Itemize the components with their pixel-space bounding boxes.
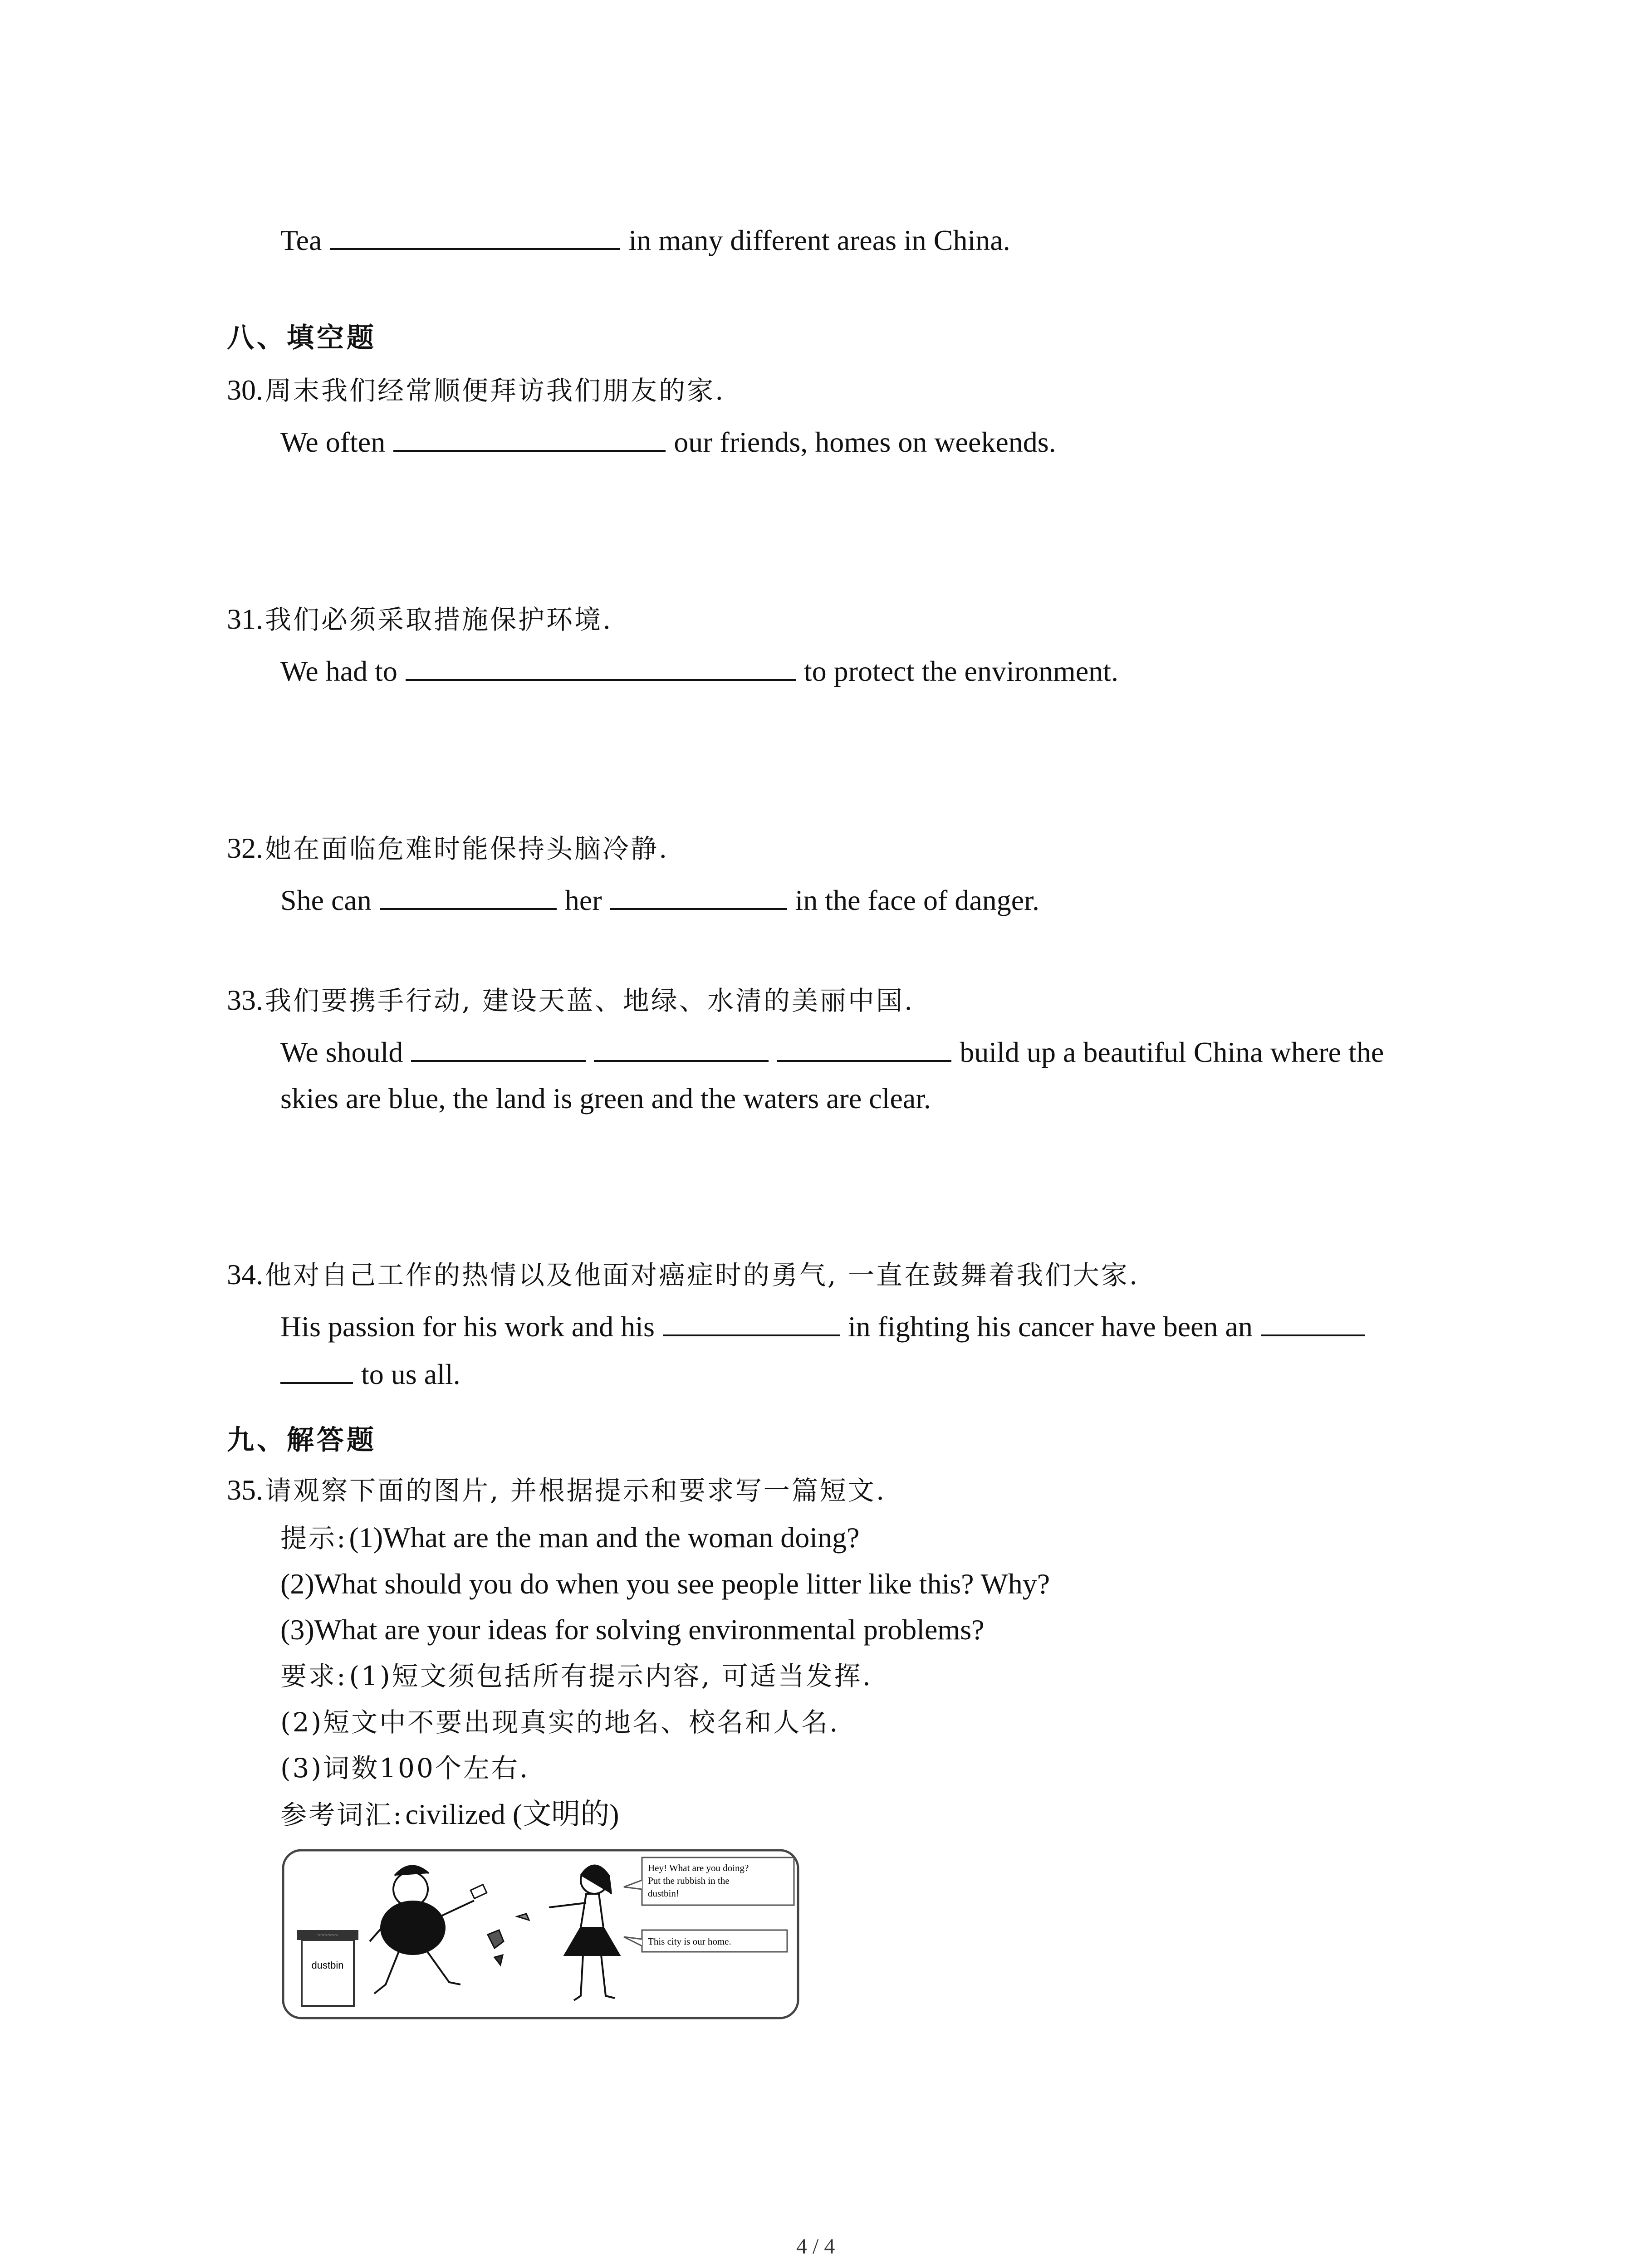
- bubble-text: dustbin!: [648, 1888, 679, 1899]
- sentence-text: in many different areas in China.: [628, 224, 1010, 256]
- requirement-line-1: [280, 1658, 872, 1694]
- bubble-text: This city is our home.: [648, 1936, 731, 1947]
- blank-field[interactable]: [393, 425, 666, 452]
- question-number: 33.: [227, 984, 263, 1016]
- page-number: 4 / 4: [796, 2234, 835, 2258]
- question-31-answer-line: [280, 653, 1118, 689]
- bubble-text: Put the rubbish in the: [648, 1875, 730, 1886]
- chinese-prompt: 周末我们经常顺便拜访我们朋友的家.: [265, 375, 725, 406]
- answer-line-29: [280, 222, 1010, 259]
- sentence-text: to us all.: [361, 1358, 460, 1390]
- chinese-prompt: 请观察下面的图片, 并根据提示和要求写一篇短文.: [265, 1475, 887, 1506]
- sentence-text: She can: [280, 884, 372, 916]
- vocabulary-label: 参考词汇:: [280, 1799, 404, 1830]
- question-33-answer-line: [280, 1034, 1384, 1070]
- bubble-text: Hey! What are you doing?: [648, 1862, 749, 1873]
- blank-field[interactable]: [411, 1035, 586, 1062]
- littering-illustration: [281, 1848, 801, 2021]
- blank-field[interactable]: [663, 1309, 840, 1336]
- chinese-prompt: 他对自己工作的热情以及他面对癌症时的勇气, 一直在鼓舞着我们大家.: [265, 1260, 1140, 1290]
- sentence-text: her: [564, 884, 602, 916]
- blank-field[interactable]: [1261, 1309, 1365, 1336]
- vocabulary-line: [280, 1796, 619, 1833]
- speech-bubble-1: [624, 1857, 794, 1905]
- question-33-continuation: skies are blue, the land is green and the waters are clear.: [280, 1082, 931, 1114]
- sentence-text: in fighting his cancer have been an: [847, 1310, 1253, 1343]
- requirement-line-2: (2)短文中不要出现真实的地名、校名和人名.: [280, 1707, 840, 1738]
- sentence-text: We had to: [280, 655, 397, 687]
- sentence-text: We often: [280, 426, 386, 458]
- sentence-text: build up a beautiful China where the: [960, 1036, 1384, 1068]
- question-33-prompt: [227, 982, 914, 1019]
- sentence-text: His passion for his work and his: [280, 1310, 655, 1343]
- blank-field[interactable]: [777, 1035, 951, 1062]
- blank-field[interactable]: [380, 883, 557, 910]
- question-number: 35.: [227, 1474, 263, 1506]
- blank-field[interactable]: [594, 1035, 769, 1062]
- sentence-text: in the face of danger.: [795, 884, 1039, 916]
- question-number: 34.: [227, 1258, 263, 1290]
- question-34-answer-line: [280, 1309, 1365, 1345]
- question-number: 32.: [227, 832, 263, 864]
- sentence-text: We should: [280, 1036, 403, 1068]
- sentence-text: our friends, homes on weekends.: [674, 426, 1056, 458]
- question-32-answer-line: [280, 882, 1039, 919]
- question-31-prompt: [227, 601, 612, 638]
- requirement-text: (1)短文须包括所有提示内容, 可适当发挥.: [349, 1661, 873, 1691]
- dustbin-icon: [297, 1930, 358, 2006]
- blank-field[interactable]: [610, 883, 787, 910]
- question-number: 31.: [227, 603, 263, 635]
- question-34-continuation: [280, 1356, 460, 1393]
- tip-label: 提示:: [280, 1523, 348, 1554]
- requirement-label: 要求:: [280, 1661, 348, 1691]
- speech-bubble-2: [624, 1930, 787, 1952]
- requirement-line-3: (3)词数100个左右.: [280, 1753, 530, 1784]
- question-35-prompt: [227, 1472, 886, 1509]
- section-heading-8: 八、填空题: [227, 322, 377, 354]
- blank-field[interactable]: [406, 654, 796, 681]
- vocabulary-text: civilized (文明的): [405, 1798, 619, 1830]
- tip-text: (1)What are the man and the woman doing?: [349, 1521, 860, 1554]
- svg-text:~~~~~~: ~~~~~~: [317, 1931, 338, 1938]
- blank-field[interactable]: [280, 1357, 353, 1384]
- question-34-prompt: [227, 1256, 1139, 1293]
- chinese-prompt: 我们要携手行动, 建设天蓝、地绿、水清的美丽中国.: [265, 985, 915, 1016]
- bin-label: dustbin: [311, 1960, 344, 1971]
- blank-field[interactable]: [330, 223, 620, 250]
- question-30-prompt: [227, 372, 725, 409]
- chinese-prompt: 我们必须采取措施保护环境.: [265, 604, 613, 635]
- question-30-answer-line: [280, 424, 1056, 460]
- question-32-prompt: [227, 830, 669, 867]
- tip-line-2: (2)What should you do when you see people litter like this? Why?: [280, 1568, 1050, 1600]
- question-number: 30.: [227, 374, 263, 406]
- chinese-prompt: 她在面临危难时能保持头脑冷静.: [265, 833, 669, 864]
- tip-line-1: [280, 1520, 859, 1556]
- tip-line-3: (3)What are your ideas for solving environmental problems?: [280, 1613, 985, 1646]
- section-heading-9: 九、解答题: [227, 1424, 377, 1456]
- sentence-text: to protect the environment.: [803, 655, 1118, 687]
- sentence-text: Tea: [280, 224, 322, 256]
